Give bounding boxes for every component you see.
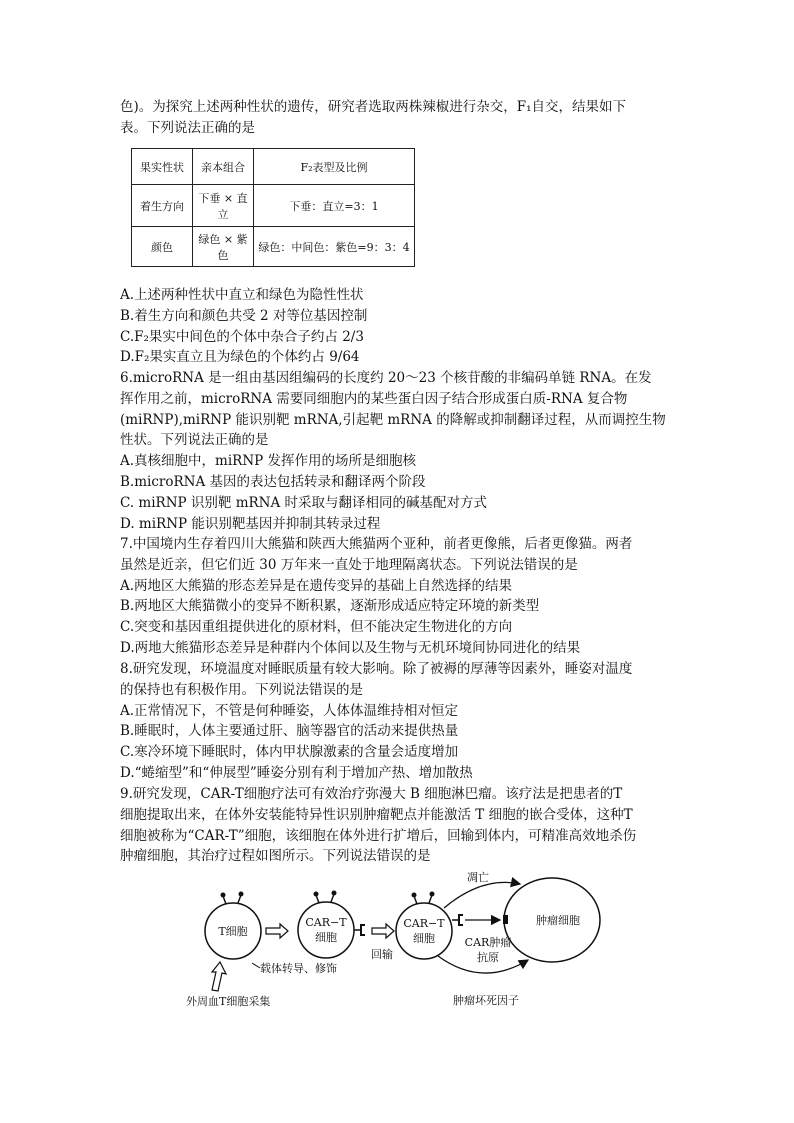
table-cell: 下垂 × 直立 [193,185,254,227]
vector-label: 载体转导、修饰 [260,962,337,975]
text-line: (miRNP),miRNP 能识别靶 mRNA,引起靶 mRNA 的降解或抑制翻译过程，从而调控生物 [120,411,666,428]
tumor-cell-label: 肿瘤细胞 [536,914,580,927]
option-c: C.寒冷环境下睡眠时，体内甲状腺激素的含量会适度增加 [120,744,459,761]
question-6 [120,368,680,534]
table-cell: 着生方向 [132,185,193,227]
text-line: 细胞提取出来，在体外安装能特异性识别肿瘤靶点并能激活 T 细胞的嵌合受体，这种T [120,806,633,823]
option-c: C.突变和基因重组提供进化的原材料，但不能决定生物进化的方向 [120,619,513,636]
hollow-arrow-icon [372,924,394,938]
text-line: 6.microRNA 是一组由基因组编码的长度约 20～23 个核苷酸的非编码单链 RNA。在发 [120,370,652,386]
option-a: A.真核细胞中，miRNP 发挥作用的场所是细胞核 [120,453,417,470]
question-5-stem [120,97,680,139]
table-header-cell: 果实性状 [132,149,193,185]
option-a: A.正常情况下，不管是何种睡姿，人体体温维持相对恒定 [120,702,459,719]
table-header-cell: F₂表型及比例 [254,149,415,185]
text-line: 表。下列说法正确的是 [120,119,255,136]
table-header-row [132,149,415,185]
tnf-label: 肿瘤坏死因子 [453,994,519,1007]
option-d: D.F₂果实直立且为绿色的个体约占 9/64 [120,349,360,366]
table-header-cell: 亲本组合 [193,149,254,185]
collection-label: 外周血T细胞采集 [186,995,271,1008]
option-d: D. miRNP 能识别靶基因并抑制其转录过程 [120,515,381,532]
question-9 [120,784,680,867]
option-a: A.两地区大熊猫的形态差异是在遗传变异的基础上自然选择的结果 [120,577,513,594]
text-line: 挥作用之前，microRNA 需要同细胞内的某些蛋白因子结合形成蛋白质-RNA 复合物 [120,390,628,407]
option-b: B.睡眠时，人体主要通过肝、脑等器官的活动来提供热量 [120,723,459,740]
t-cell-label: T细胞 [218,925,248,938]
text-line: 色)。为探究上述两种性状的遗传，研究者选取两株辣椒进行杂交，F₁自交，结果如下 [120,99,627,115]
antigen-label: 抗原 [477,951,499,964]
receptor-icon [221,892,244,905]
table-cell: 颜色 [132,227,193,267]
table-row [132,185,415,227]
hollow-arrow-up-icon [212,962,226,991]
apoptosis-label: 凋亡 [467,871,489,884]
text-line: 性状。下列说法正确的是 [120,432,269,449]
table-row [132,227,415,267]
table-cell: 下垂：直立=3：1 [254,185,415,227]
car-t-cell-label: CAR−T [305,916,347,929]
car-t-cell-label: 细胞 [413,932,435,945]
option-d: D.两地大熊猫形态差异是种群内个体间以及生物与无机环境间协同进化的结果 [120,639,581,656]
car-t-cell-circle [298,902,354,958]
question-5-options [120,285,680,368]
option-c: C.F₂果实中间色的个体中杂合子约占 2/3 [120,328,364,345]
text-line: 7.中国境内生存着四川大熊猫和陕西大熊猫两个亚种，前者更像熊，后者更像猫。两者 [120,536,633,552]
option-a: A.上述两种性状中直立和绿色为隐性性状 [120,287,364,303]
option-c: C. miRNP 识别靶 mRNA 时采取与翻译相同的碱基配对方式 [120,494,488,511]
hollow-arrow-icon [266,924,288,938]
text-line: 肿瘤细胞，其治疗过程如图所示。下列说法错误的是 [120,848,431,865]
leader-line [252,963,260,968]
text-line: 8.研究发现，环境温度对睡眠质量有较大影响。除了被褥的厚薄等因素外，睡姿对温度 [120,661,633,677]
antigen-label: CAR肿瘤 [464,936,512,949]
table-cell: 绿色：中间色：紫色=9：3：4 [254,227,415,267]
reinfuse-label: 回输 [371,948,393,961]
text-line: 的保持也有积极作用。下列说法错误的是 [120,681,363,698]
car-t-cell-circle [396,903,452,959]
car-t-cell-label: CAR−T [403,917,445,930]
question-7 [120,534,680,659]
text-line: 虽然是近亲，但它们近 30 万年来一直处于地理隔离状态。下列说法错误的是 [120,556,578,573]
option-b: B.microRNA 基因的表达包括转录和翻译两个阶段 [120,473,426,490]
option-d: D.“蜷缩型”和“伸展型”睡姿分别有利于增加产热、增加散热 [120,764,473,781]
traits-table [131,148,415,267]
option-b: B.两地区大熊猫微小的变异不断积累，逐渐形成适应特定环境的新类型 [120,598,540,615]
text-line: 细胞被称为“CAR-T”细胞，该细胞在体外进行扩增后，回输到体内，可精准高效地杀伤 [120,827,637,844]
question-8 [120,659,680,784]
apoptosis-arrow [444,882,520,908]
text-line: 9.研究发现，CAR-T细胞疗法可有效治疗弥漫大 B 细胞淋巴瘤。该疗法是把患者的T [120,786,623,802]
option-b: B.着生方向和颜色共受 2 对等位基因控制 [120,307,368,324]
car-t-cell-label: 细胞 [315,931,337,944]
table-cell: 绿色 × 紫色 [193,227,254,267]
car-t-therapy-diagram [182,868,606,1008]
